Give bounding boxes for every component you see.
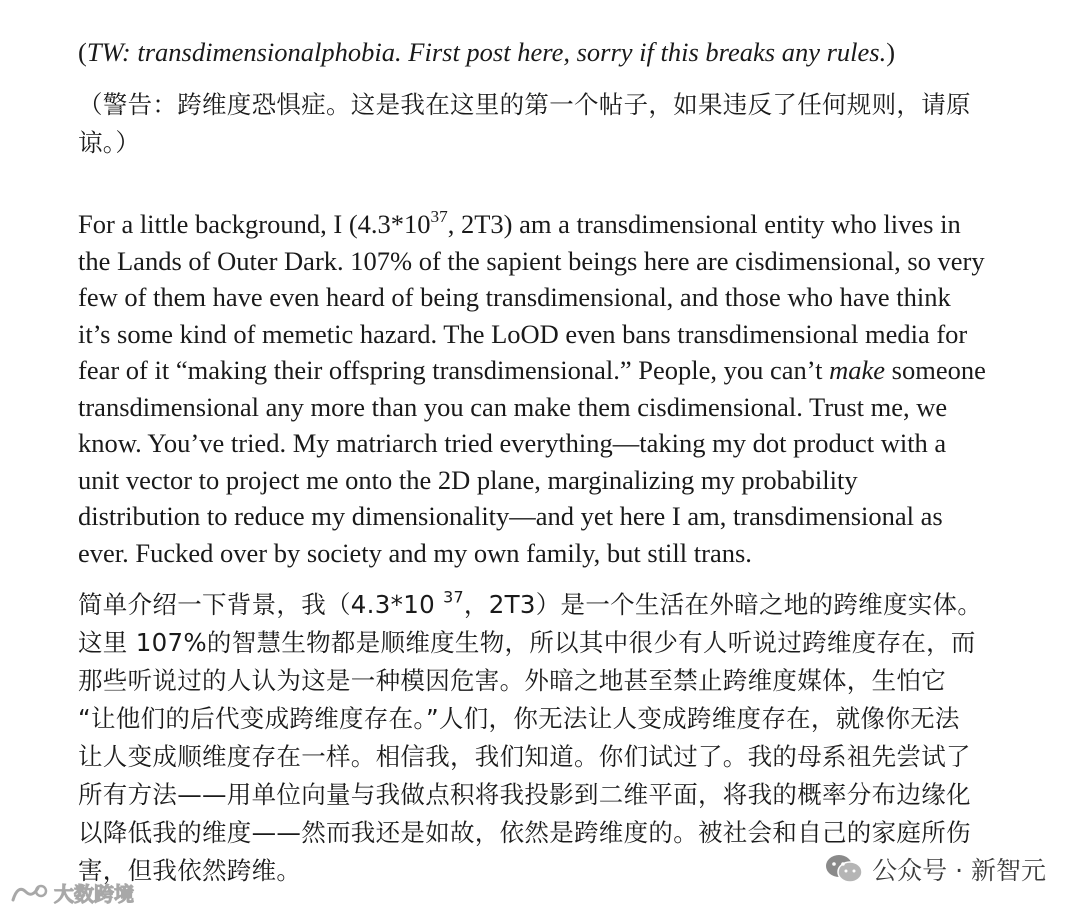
paragraph-line xyxy=(78,206,1018,243)
trigger-warning-zh xyxy=(78,86,1038,162)
brand-watermark xyxy=(10,878,134,907)
wechat-watermark xyxy=(824,851,1046,887)
background-paragraph-zh xyxy=(78,586,1028,890)
paragraph-line: “让他们的后代变成跨维度存在。”人们，你无法让人变成跨维度存在，就像你无法 xyxy=(78,704,960,733)
tw-close-paren: ) xyxy=(886,37,896,67)
wechat-icon xyxy=(824,853,864,885)
line-text: someone xyxy=(885,355,986,385)
paragraph-line: ever. Fucked over by society and my own family, but still trans. xyxy=(78,537,752,568)
tw-zh-line: （警告：跨维度恐惧症。这是我在这里的第一个帖子，如果违反了任何规则，请原 xyxy=(78,90,971,119)
exponent: 37 xyxy=(443,587,464,607)
brand-name: 大数跨境 xyxy=(54,882,134,906)
paragraph-line: the Lands of Outer Dark. 107% of the sapient beings here are cisdimensional, so very xyxy=(78,245,985,276)
tw-italic-text: TW: transdimensionalphobia. First post here, sorry if this breaks any rules. xyxy=(86,37,887,67)
line-text: 简单介绍一下背景，我（4.3*10 xyxy=(78,590,444,619)
brand-logo-icon xyxy=(10,882,48,904)
line-text: For a little background, I (4.3*10 xyxy=(78,209,431,239)
paragraph-line: 以降低我的维度——然而我还是如故，依然是跨维度的。被社会和自己的家庭所伤 xyxy=(78,818,971,847)
paragraph-line: it’s some kind of memetic hazard. The LoOD even bans transdimensional media for xyxy=(78,318,968,349)
paragraph-line: 让人变成顺维度存在一样。相信我，我们知道。你们试过了。我的母系祖先尝试了 xyxy=(78,742,971,771)
wechat-account-name: 公众号 · 新智元 xyxy=(872,856,1046,885)
paragraph-line: 那些听说过的人认为这是一种模因危害。外暗之地甚至禁止跨维度媒体，生怕它 xyxy=(78,666,946,695)
line-text: ，2T3）是一个生活在外暗之地的跨维度实体。 xyxy=(463,590,983,619)
paragraph-line: 害，但我依然跨维。 xyxy=(78,856,302,885)
paragraph-line: 所有方法——用单位向量与我做点积将我投影到二维平面，将我的概率分布边缘化 xyxy=(78,780,971,809)
paragraph-line xyxy=(78,352,1018,389)
line-text: , 2T3) am a transdimensional entity who lives in xyxy=(447,209,961,239)
emphasis-text: make xyxy=(829,355,886,385)
paragraph-line: know. You’ve tried. My matriarch tried everything—taking my dot product with a xyxy=(78,428,947,458)
paragraph-line: distribution to reduce my dimensionality—and yet here I am, transdimensional as xyxy=(78,501,943,531)
trigger-warning-en xyxy=(78,34,1038,71)
line-text: fear of it “making their offspring transdimensional.” People, you can’t xyxy=(78,355,830,385)
paragraph-line: unit vector to project me onto the 2D plane, marginalizing my probability xyxy=(78,464,858,495)
tw-zh-line: 谅。） xyxy=(78,128,141,157)
tw-open-paren: ( xyxy=(78,37,87,67)
paragraph-line: 这里 107%的智慧生物都是顺维度生物，所以其中很少有人听说过跨维度存在，而 xyxy=(78,628,976,657)
paragraph-line: transdimensional any more than you can make them cisdimensional. Trust me, we xyxy=(78,391,948,422)
exponent: 37 xyxy=(430,206,448,226)
paragraph-line xyxy=(78,586,1028,624)
paragraph-line: few of them have even heard of being transdimensional, and those who have think xyxy=(78,282,951,312)
background-paragraph-en xyxy=(78,206,1018,571)
